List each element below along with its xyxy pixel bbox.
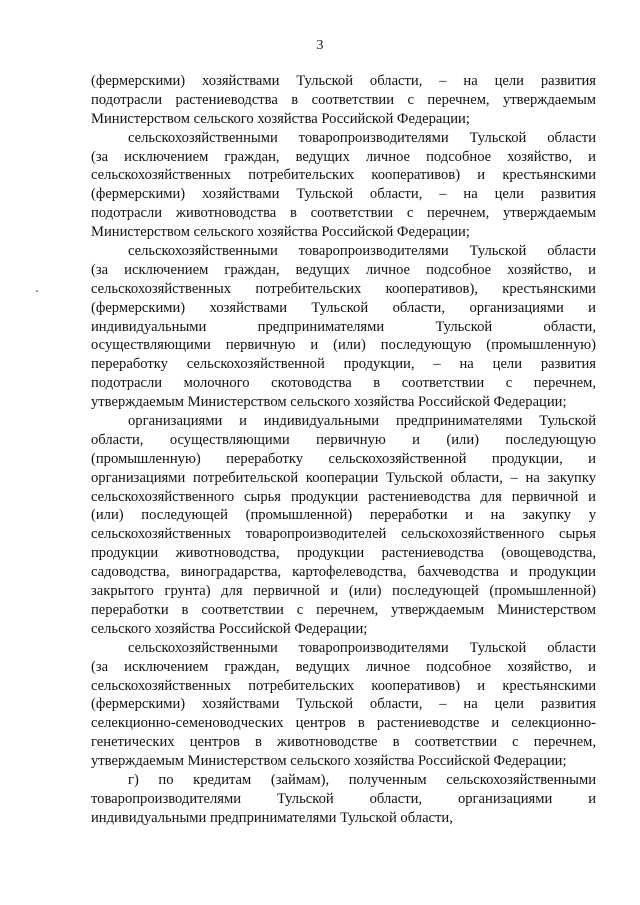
text-line: Министерством сельского хозяйства Российской Федерации;: [91, 110, 470, 127]
paragraph: [91, 639, 596, 771]
text-line: индивидуальными предпринимателями Тульской области,: [91, 809, 453, 826]
text-line: подотрасли животноводства в соответствии с перечнем, утверждаемым: [91, 205, 596, 222]
text-line: (за исключением граждан, ведущих личное подсобное хозяйство, и: [91, 658, 596, 675]
paragraph: [91, 72, 596, 129]
text-line: продукции животноводства, продукции растениеводства (овощеводства,: [91, 545, 596, 562]
text-line: сельскохозяйственными товаропроизводителями Тульской области: [128, 243, 596, 260]
text-line: (промышленную) переработку сельскохозяйственной продукции, и: [91, 450, 596, 467]
text-line: сельского хозяйства Российской Федерации;: [91, 620, 368, 637]
text-line: (фермерскими) хозяйствами Тульской области, – на цели развития: [91, 73, 596, 89]
text-line: утверждаемым Министерством сельского хозяйства Российской Федерации;: [91, 753, 567, 770]
paragraph: [91, 242, 596, 412]
text-line: сельскохозяйственных потребительских кооперативов), крестьянскими: [91, 280, 596, 297]
text-line: индивидуальными предпринимателями Тульской области,: [91, 318, 596, 335]
text-line: товаропроизводителями Тульской области, организациями и: [91, 790, 596, 807]
text-line: организациями потребительской кооперации Тульской области, – на закупку: [91, 469, 596, 486]
text-line: организациями и индивидуальными предпринимателями Тульской: [128, 413, 596, 430]
text-line: генетических центров в животноводстве в соответствии с перечнем,: [91, 734, 596, 751]
text-line: (или) последующей (промышленной) переработки и на закупку у: [91, 507, 596, 524]
paragraph: [91, 129, 596, 242]
text-line: сельскохозяйственного сырья продукции растениеводства для первичной и: [91, 488, 596, 505]
text-line: утверждаемым Министерством сельского хозяйства Российской Федерации;: [91, 394, 567, 411]
text-line: Министерством сельского хозяйства Российской Федерации;: [91, 224, 470, 241]
text-line: г) по кредитам (займам), полученным сельскохозяйственными: [128, 771, 596, 788]
text-line: закрытого грунта) для первичной и (или) последующей (промышленной): [91, 583, 596, 600]
paragraph: [91, 771, 596, 828]
document-body: [91, 72, 596, 828]
text-line: (фермерскими) хозяйствами Тульской области, – на цели развития: [91, 186, 596, 203]
text-line: (фермерскими) хозяйствами Тульской области, – на цели развития: [91, 696, 596, 713]
text-line: области, осуществляющими первичную и (или) последующую: [91, 431, 596, 448]
paragraph: [91, 412, 596, 639]
text-line: (за исключением граждан, ведущих личное подсобное хозяйство, и: [91, 148, 596, 165]
text-line: переработки в соответствии с перечнем, утверждаемым Министерством: [91, 601, 596, 618]
text-line: переработку сельскохозяйственной продукции, – на цели развития: [91, 356, 596, 373]
text-line: сельскохозяйственных потребительских кооперативов) и крестьянскими: [91, 167, 596, 184]
page-number: 3: [316, 38, 324, 53]
margin-speck: [36, 290, 38, 292]
text-line: (за исключением граждан, ведущих личное подсобное хозяйство, и: [91, 261, 596, 278]
text-line: сельскохозяйственными товаропроизводителями Тульской области: [128, 639, 596, 656]
text-line: сельскохозяйственных потребительских кооперативов) и крестьянскими: [91, 677, 596, 694]
text-line: садоводства, виноградарства, картофелеводства, бахчеводства и продукции: [91, 564, 596, 581]
text-line: подотрасли растениеводства в соответствии с перечнем, утверждаемым: [91, 91, 596, 108]
text-line: сельскохозяйственными товаропроизводителями Тульской области: [128, 129, 596, 146]
text-line: сельскохозяйственных товаропроизводителей сельскохозяйственного сырья: [91, 526, 596, 543]
text-line: (фермерскими) хозяйствами Тульской области, организациями и: [91, 299, 596, 316]
text-line: подотрасли молочного скотоводства в соответствии с перечнем,: [91, 375, 596, 392]
text-line: осуществляющими первичную и (или) последующую (промышленную): [91, 337, 596, 354]
text-line: селекционно-семеноводческих центров в растениеводстве и селекционно-: [91, 715, 596, 732]
